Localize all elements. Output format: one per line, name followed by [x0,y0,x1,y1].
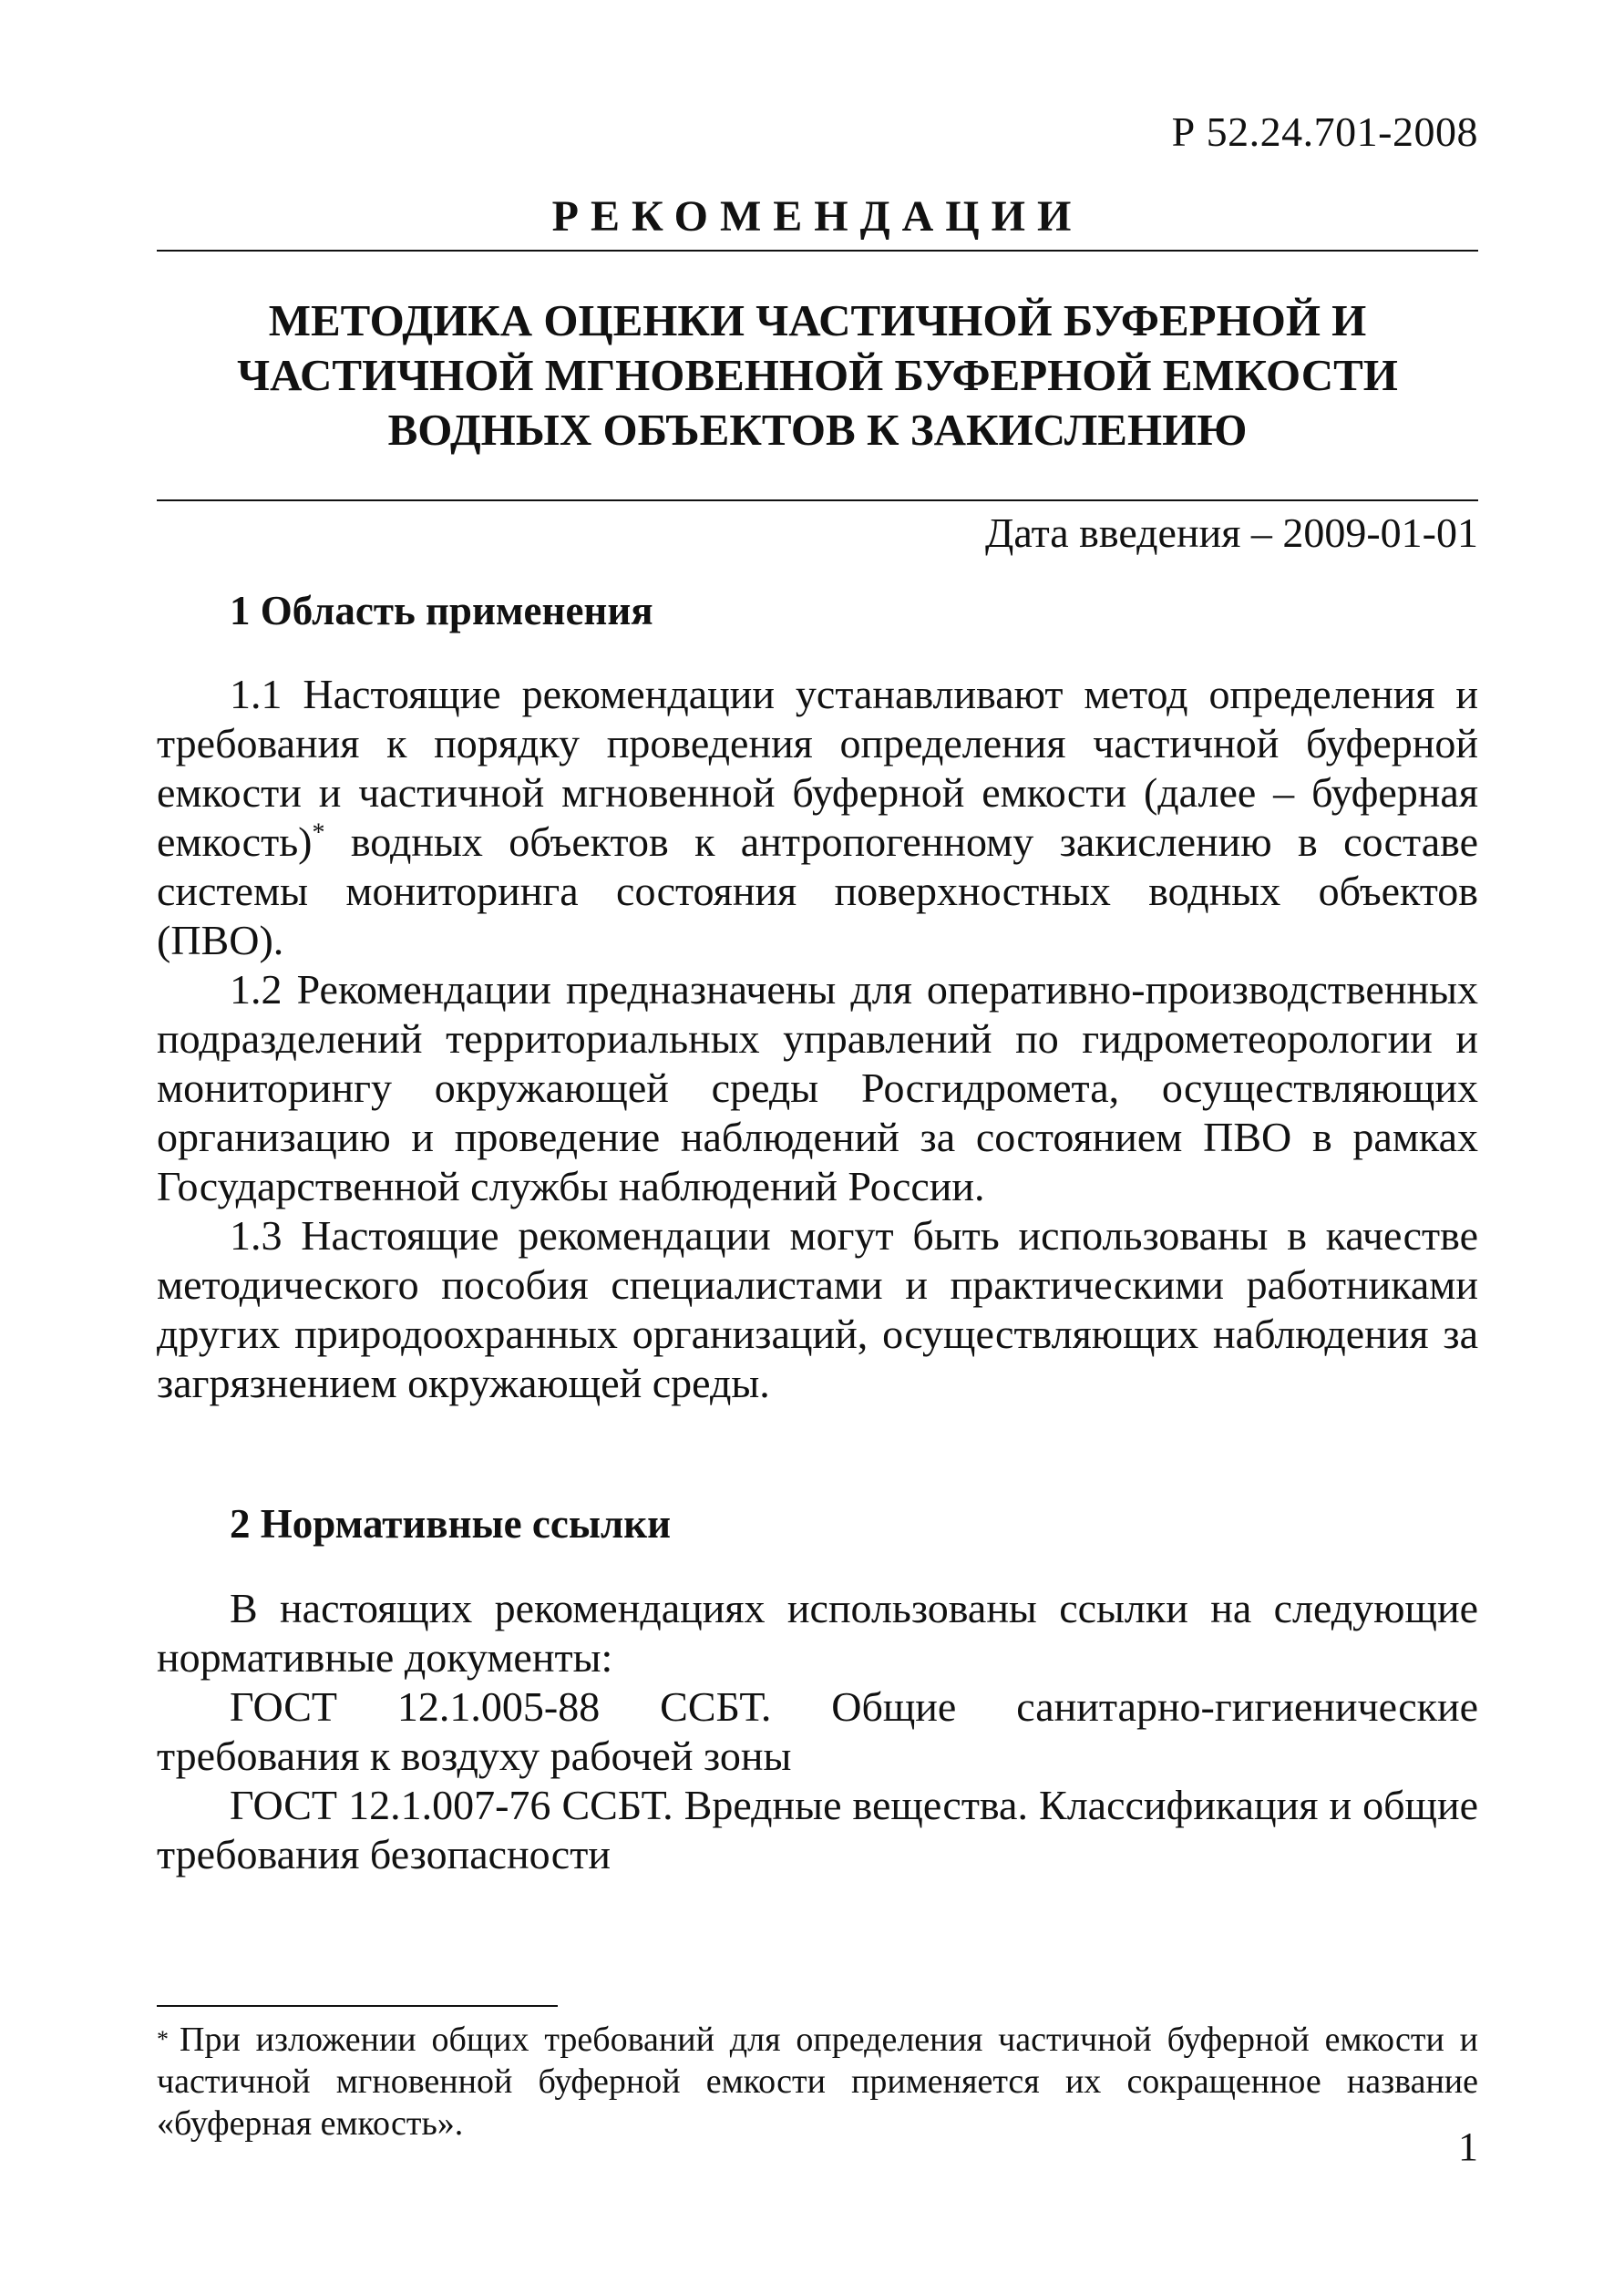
title-line-2: ЧАСТИЧНОЙ МГНОВЕННОЙ БУФЕРНОЙ ЕМКОСТИ [237,350,1398,400]
paragraph-1-1-text-b: водных объектов к антропогенному закислению в составе системы мониторинга состояния поверхностных водных объектов (ПВО). [157,818,1478,963]
footnote-text: При изложении общих требований для определения частичной буферной емкости и частичной мгновенной буферной емкости применяется их сокращенное название «буферная емкость». [157,2021,1478,2143]
introduction-date: Дата введения – 2009-01-01 [984,509,1478,556]
document-page [157,0,1478,2273]
category-title: РЕКОМЕНДАЦИИ [551,192,1084,241]
reference-item: ГОСТ 12.1.007-76 ССБТ. Вредные вещества. Классификация и общие требования безопасности [157,1782,1478,1877]
title-rule [157,499,1478,501]
header-rule [157,250,1478,252]
section-heading-references: 2 Нормативные ссылки [230,1501,672,1547]
footnote [157,2019,1478,2144]
title-line-1: МЕТОДИКА ОЦЕНКИ ЧАСТИЧНОЙ БУФЕРНОЙ И [268,295,1367,345]
footnote-mark: * [157,2026,169,2052]
section-body-references [157,1584,1478,1879]
footnote-separator [157,2005,558,2007]
section-body-scope [157,670,1478,1408]
title-line-3: ВОДНЫХ ОБЪЕКТОВ К ЗАКИСЛЕНИЮ [387,405,1248,455]
section-heading-scope: 1 Область применения [230,588,653,633]
paragraph-1-1 [157,670,1478,965]
document-title [157,293,1478,458]
reference-item: ГОСТ 12.1.005-88 ССБТ. Общие санитарно-гигиенические требования к воздуху рабочей зоны [157,1683,1478,1779]
paragraph-1-2: 1.2 Рекомендации предназначены для оперативно-производственных подразделений территориальных управлений по гидрометеорологии и мониторингу окружающей среды Росгидромета, осуществляющих организацию и проведение наблюдений за состоянием ПВО в рамках Государственной службы наблюдений России. [157,966,1478,1209]
references-intro: В настоящих рекомендациях использованы ссылки на следующие нормативные документы: [157,1585,1478,1681]
document-code: Р 52.24.701-2008 [1171,108,1478,155]
page-number: 1 [1458,2124,1478,2169]
paragraph-1-3: 1.3 Настоящие рекомендации могут быть использованы в качестве методического пособия специалистами и практическими работниками других природоохранных организаций, осуществляющих наблюдения за загрязнением окружающей среды. [157,1212,1478,1406]
paragraph-1-1-text-a: 1.1 Настоящие рекомендации устанавливают метод определения и требования к порядку проведения определения частичной буферной емкости и частичной мгновенной буферной емкости (далее – буферная емкость) [157,671,1478,865]
footnote-reference: * [312,818,325,848]
